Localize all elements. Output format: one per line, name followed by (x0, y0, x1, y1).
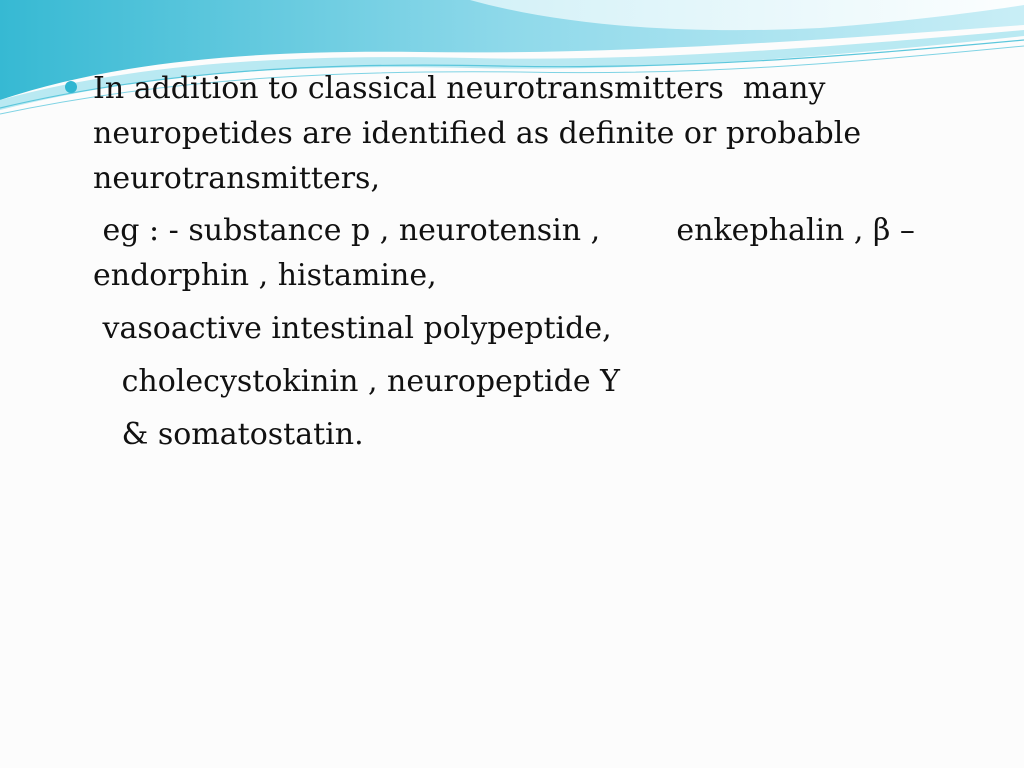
bullet-line-3: neurotransmitters, (93, 161, 380, 196)
example-line-somatostatin: & somatostatin. (93, 417, 364, 452)
example-line-2: endorphin , histamine, (93, 258, 437, 293)
example-line-1: eg : - substance p , neurotensin , enkephalin , β – (93, 213, 915, 248)
example-line-cck: cholecystokinin , neuropeptide Y (93, 364, 620, 399)
slide-body (60, 66, 980, 457)
bullet-item (60, 66, 980, 201)
bullet-line-1: In addition to classical neurotransmitters many (93, 71, 826, 106)
bullet-line-2: neuropetides are identified as definite or probable (93, 116, 862, 151)
example-line-vip: vasoactive intestinal polypeptide, (93, 311, 612, 346)
bullet-dot-icon (65, 81, 77, 93)
